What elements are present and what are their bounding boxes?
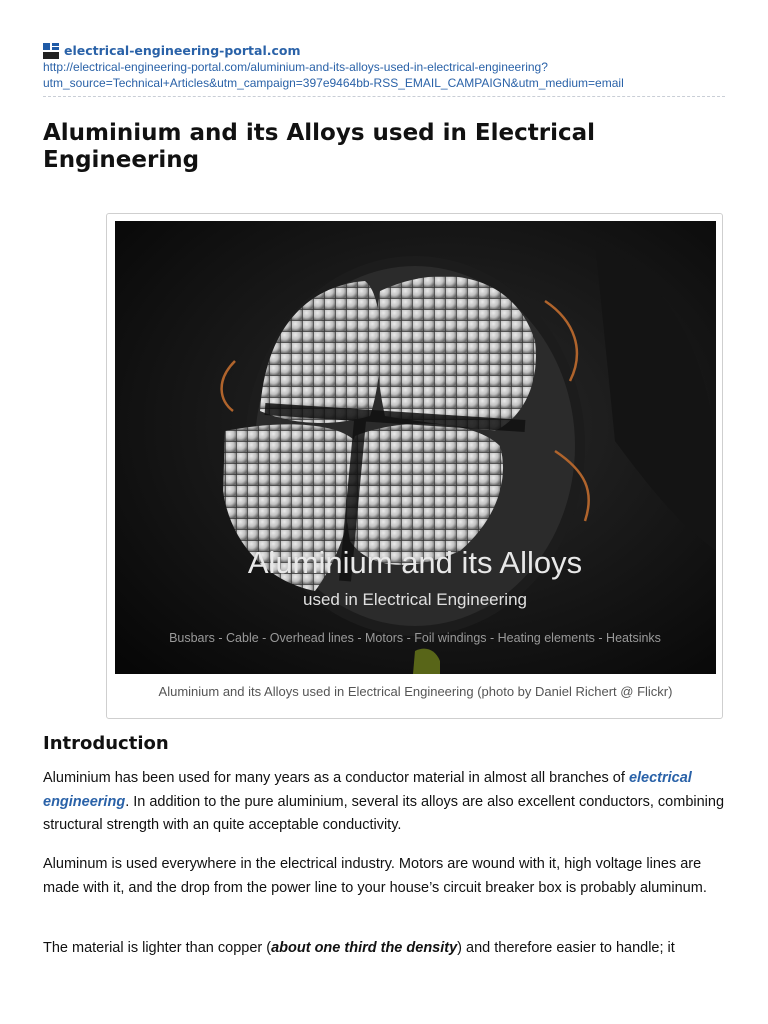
overlay-title: Aluminium and its Alloys	[247, 545, 583, 580]
header-divider	[43, 96, 725, 97]
article-url-line-1[interactable]: http://electrical-engineering-portal.com/aluminium-and-its-alloys-used-in-electrical-engineering?	[43, 60, 548, 74]
paragraph-3-text-b: ) and therefore easier to handle; it	[457, 940, 675, 956]
cable-photo	[115, 221, 716, 674]
site-name-link[interactable]: electrical-engineering-portal.com	[64, 43, 301, 58]
electrical-engineering-link[interactable]: electrical engineering	[43, 770, 692, 810]
figure-caption: Aluminium and its Alloys used in Electrical Engineering (photo by Daniel Richert @ Flickr)	[158, 684, 673, 699]
portal-logo-icon	[43, 43, 59, 59]
paragraph-3	[43, 937, 727, 961]
overlay-subtitle: used in Electrical Engineering	[303, 590, 527, 609]
density-emphasis: about one third the density	[271, 940, 458, 956]
paragraph-3-text-a: The material is lighter than copper (	[43, 940, 272, 956]
introduction-heading: Introduction	[43, 733, 169, 754]
paragraph-1	[43, 767, 727, 838]
article-figure	[106, 213, 723, 719]
article-url-line-2[interactable]: utm_source=Technical+Articles&utm_campaign=397e9464bb-RSS_EMAIL_CAMPAIGN&utm_medium=email	[43, 76, 624, 90]
paragraph-1-text-a: Aluminium has been used for many years as a conductor material in almost all branches of	[43, 770, 625, 786]
overlay-tags: Busbars - Cable - Overhead lines - Motors - Foil windings - Heating elements - Heatsinks	[169, 631, 661, 645]
paragraph-2	[43, 853, 727, 900]
article-title: Aluminium and its Alloys used in Electrical Engineering	[43, 120, 595, 173]
source-header	[43, 42, 725, 91]
paragraph-1-text-b: . In addition to the pure aluminium, several its alloys are also excellent conductors, combining structural strength with an quite acceptable conductivity.	[43, 793, 725, 833]
paragraph-2-text: Aluminum is used everywhere in the electrical industry. Motors are wound with it, high voltage lines are made with it, and the drop from the power line to your house’s circuit breaker box is probably aluminum.	[43, 856, 707, 896]
